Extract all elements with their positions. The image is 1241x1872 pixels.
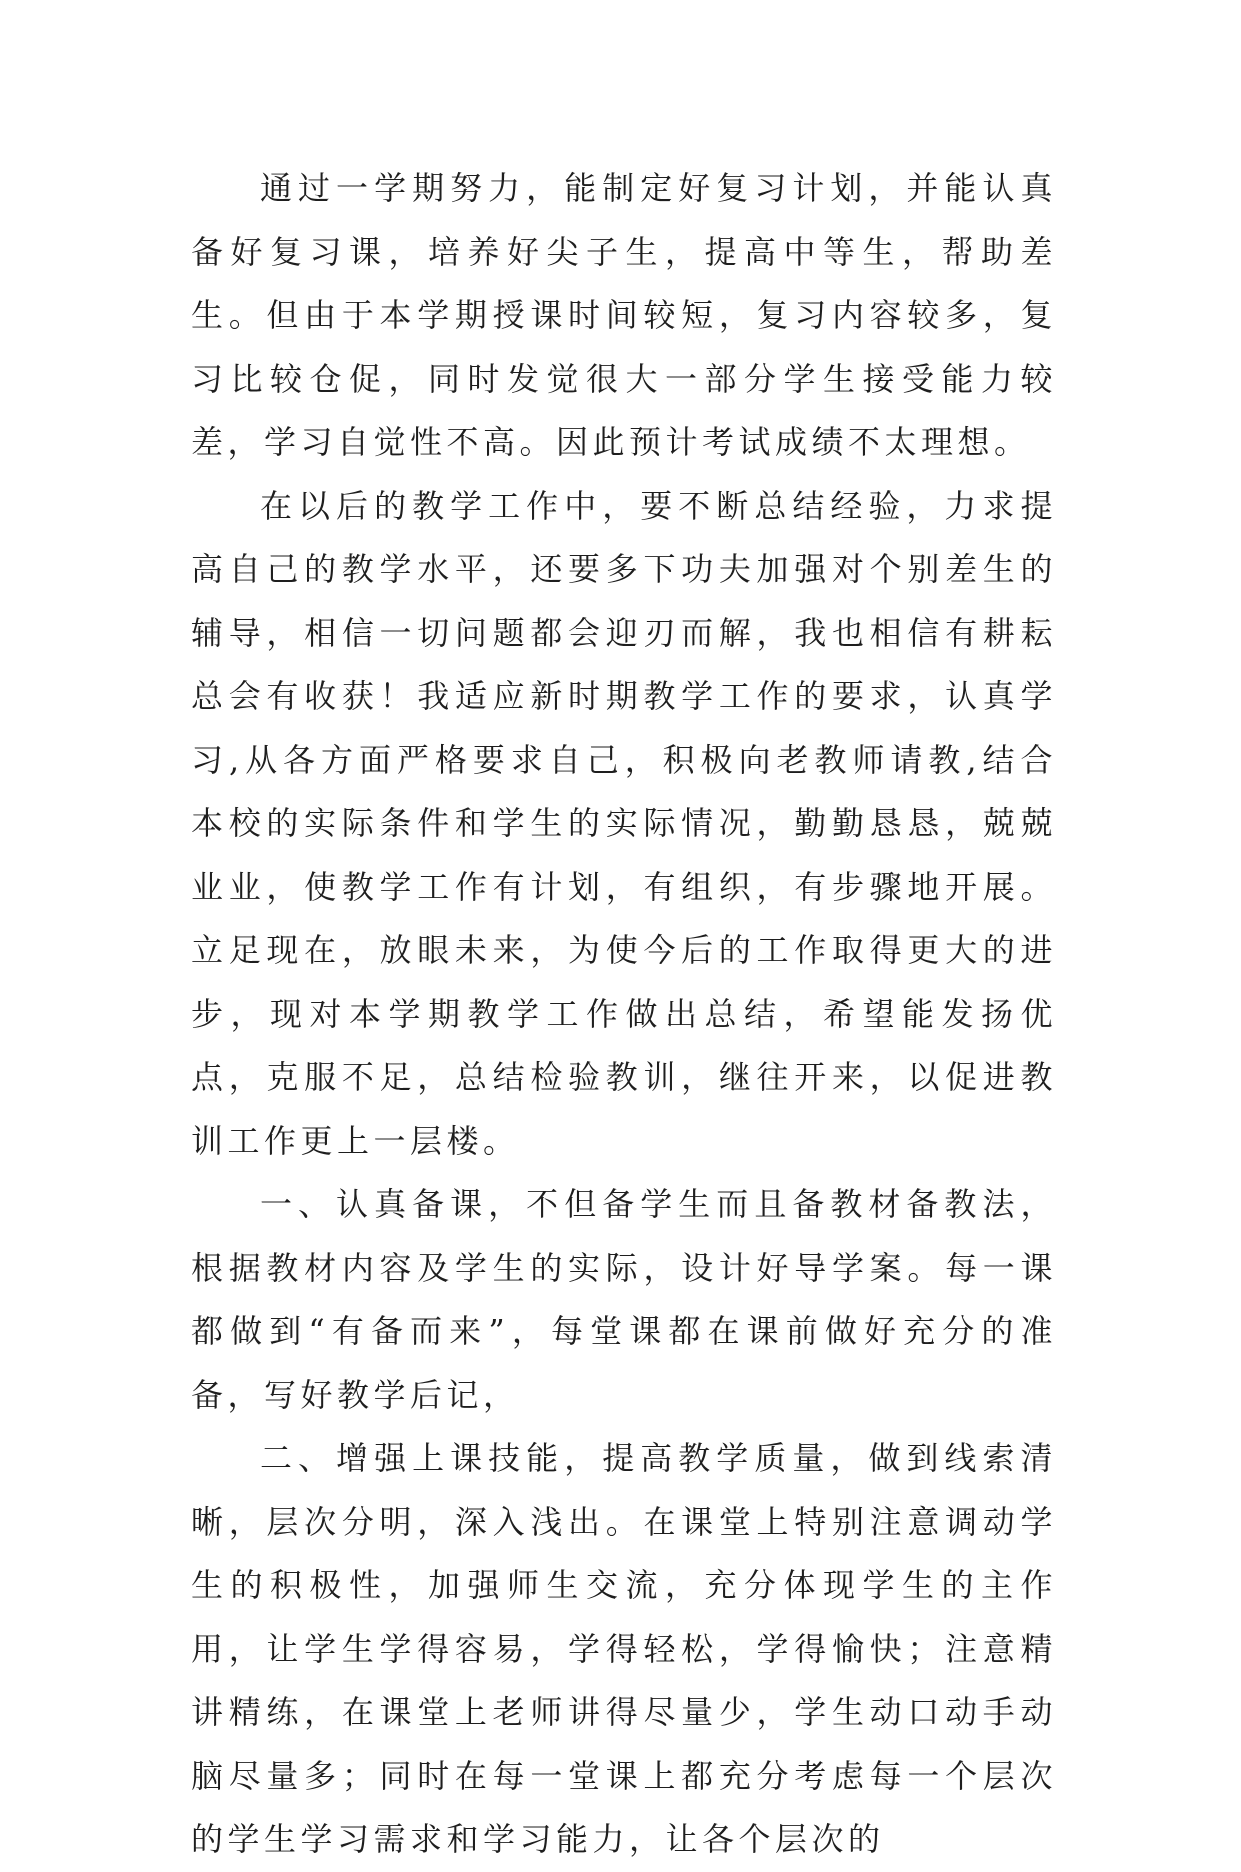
paragraph-1: 通过一学期努力，能制定好复习计划，并能认真备好复习课，培养好尖子生，提高中等生，帮助差生。但由于本学期授课时间较短，复习内容较多，复习比较仓促，同时发觉很大一部分学生接受能力较差，学习自觉性不高。因此预计考试成绩不太理想。 <box>191 169 1057 461</box>
paragraph-2: 在以后的教学工作中，要不断总结经验，力求提高自己的教学水平，还要多下功夫加强对个别差生的辅导，相信一切问题都会迎刃而解，我也相信有耕耘总会有收获！我适应新时期教学工作的要求，认真学习,从各方面严格要求自己，积极向老教师请教,结合本校的实际条件和学生的实际情况，勤勤恳恳，兢兢业业，使教学工作有计划，有组织，有步骤地开展。立足现在，放眼未来，为使今后的工作取得更大的进步，现对本学期教学工作做出总结，希望能发扬优点，克服不足，总结检验教训，继往开来，以促进教训工作更上一层楼。 <box>191 486 1057 1160</box>
paragraph-4: 二、增强上课技能，提高教学质量，做到线索清晰，层次分明，深入浅出。在课堂上特别注意调动学生的积极性，加强师生交流，充分体现学生的主作用，让学生学得容易，学得轻松，学得愉快；注意精讲精练，在课堂上老师讲得尽量少，学生动口动手动脑尽量多；同时在每一堂课上都充分考虑每一个层次的学生学习需求和学习能力，让各个层次的 <box>191 1439 1057 1858</box>
paragraph-3: 一、认真备课，不但备学生而且备教材备教法，根据教材内容及学生的实际，设计好导学案。每一课都做到“有备而来”，每堂课都在课前做好充分的准备，写好教学后记， <box>191 1185 1057 1414</box>
document-body <box>191 157 1057 1872</box>
